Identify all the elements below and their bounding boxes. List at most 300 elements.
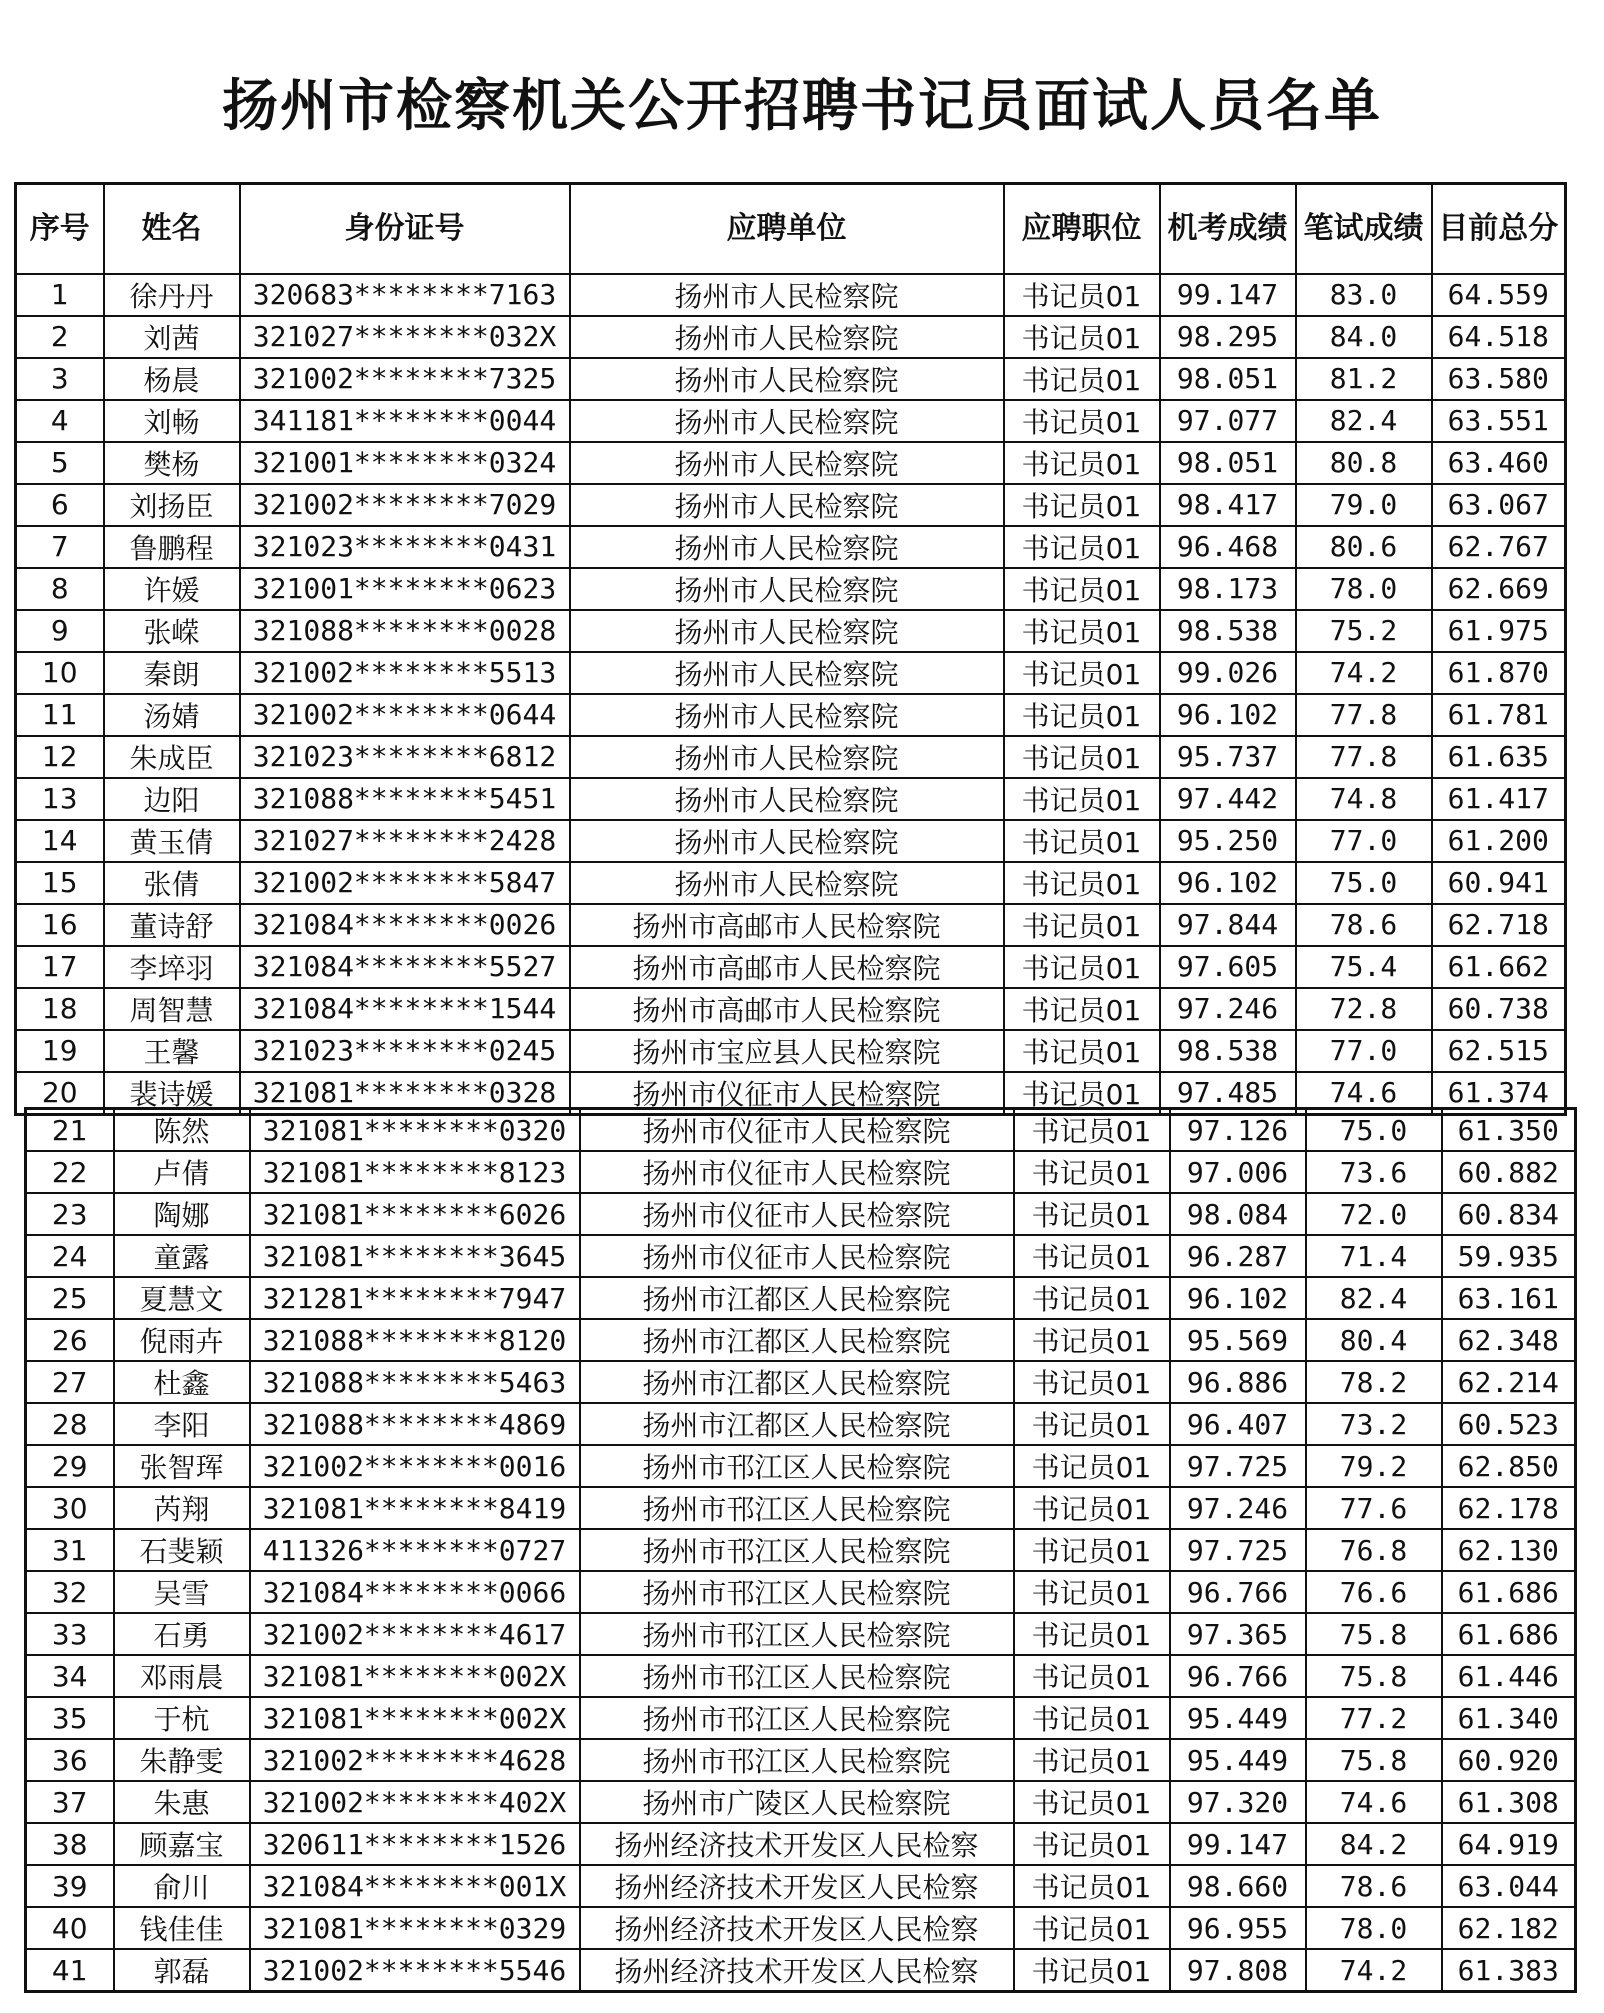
- cell-written-score: 81.2: [1296, 358, 1432, 400]
- cell-position: 书记员01: [1004, 442, 1160, 484]
- cell-unit: 扬州市邗江区人民检察院: [580, 1739, 1014, 1781]
- cell-written-score: 75.8: [1306, 1739, 1442, 1781]
- cell-computer-score: 98.417: [1160, 484, 1296, 526]
- cell-computer-score: 95.449: [1170, 1697, 1306, 1739]
- cell-written-score: 82.4: [1296, 400, 1432, 442]
- cell-seq: 40: [26, 1907, 114, 1949]
- cell-written-score: 78.6: [1306, 1865, 1442, 1907]
- cell-written-score: 77.0: [1296, 1030, 1432, 1072]
- cell-computer-score: 95.449: [1170, 1739, 1306, 1781]
- header-position: 应聘职位: [1004, 184, 1160, 274]
- cell-name: 李埣羽: [104, 946, 240, 988]
- cell-id-number: 321081********0320: [250, 1109, 580, 1152]
- cell-id-number: 321081********0328: [240, 1072, 570, 1115]
- cell-name: 于杭: [114, 1697, 250, 1739]
- cell-written-score: 75.8: [1306, 1613, 1442, 1655]
- cell-id-number: 321088********5463: [250, 1361, 580, 1403]
- cell-seq: 32: [26, 1571, 114, 1613]
- cell-position: 书记员01: [1004, 1072, 1160, 1115]
- cell-position: 书记员01: [1014, 1235, 1170, 1277]
- cell-total-score: 59.935: [1442, 1235, 1576, 1277]
- cell-position: 书记员01: [1014, 1949, 1170, 1992]
- cell-position: 书记员01: [1004, 484, 1160, 526]
- cell-total-score: 64.559: [1432, 274, 1566, 316]
- cell-computer-score: 97.006: [1170, 1151, 1306, 1193]
- cell-written-score: 79.2: [1306, 1445, 1442, 1487]
- cell-seq: 30: [26, 1487, 114, 1529]
- table-row: [16, 946, 1566, 988]
- cell-written-score: 78.2: [1306, 1361, 1442, 1403]
- cell-name: 顾嘉宝: [114, 1823, 250, 1865]
- cell-name: 倪雨卉: [114, 1319, 250, 1361]
- cell-name: 汤婧: [104, 694, 240, 736]
- cell-name: 秦朗: [104, 652, 240, 694]
- table-row: [26, 1235, 1576, 1277]
- cell-unit: 扬州市人民检察院: [570, 274, 1004, 316]
- cell-computer-score: 97.808: [1170, 1949, 1306, 1992]
- cell-total-score: 60.523: [1442, 1403, 1576, 1445]
- cell-name: 杨晨: [104, 358, 240, 400]
- cell-id-number: 321027********032X: [240, 316, 570, 358]
- cell-written-score: 78.0: [1306, 1907, 1442, 1949]
- cell-computer-score: 95.569: [1170, 1319, 1306, 1361]
- cell-unit: 扬州市邗江区人民检察院: [580, 1697, 1014, 1739]
- cell-written-score: 72.0: [1306, 1193, 1442, 1235]
- cell-id-number: 341181********0044: [240, 400, 570, 442]
- cell-seq: 16: [16, 904, 104, 946]
- cell-total-score: 60.882: [1442, 1151, 1576, 1193]
- cell-total-score: 63.460: [1432, 442, 1566, 484]
- cell-id-number: 321081********0329: [250, 1907, 580, 1949]
- cell-seq: 37: [26, 1781, 114, 1823]
- cell-total-score: 63.044: [1442, 1865, 1576, 1907]
- table-row: [16, 652, 1566, 694]
- table-row: [26, 1781, 1576, 1823]
- cell-computer-score: 97.442: [1160, 778, 1296, 820]
- cell-seq: 41: [26, 1949, 114, 1992]
- header-seq: 序号: [16, 184, 104, 274]
- cell-position: 书记员01: [1014, 1655, 1170, 1697]
- cell-position: 书记员01: [1004, 778, 1160, 820]
- header-written-score: [1296, 184, 1432, 274]
- cell-computer-score: 96.766: [1170, 1571, 1306, 1613]
- table-row: [26, 1193, 1576, 1235]
- table-row: [26, 1823, 1576, 1865]
- table-row: [26, 1949, 1576, 1992]
- cell-seq: 1: [16, 274, 104, 316]
- cell-name: 徐丹丹: [104, 274, 240, 316]
- cell-written-score: 79.0: [1296, 484, 1432, 526]
- cell-written-score: 73.2: [1306, 1403, 1442, 1445]
- cell-computer-score: 97.605: [1160, 946, 1296, 988]
- cell-name: 郭磊: [114, 1949, 250, 1992]
- cell-unit: 扬州市人民检察院: [570, 568, 1004, 610]
- cell-id-number: 321002********5546: [250, 1949, 580, 1992]
- cell-seq: 34: [26, 1655, 114, 1697]
- cell-written-score: 75.8: [1306, 1655, 1442, 1697]
- table-row: [26, 1277, 1576, 1319]
- header-name: 姓名: [104, 184, 240, 274]
- cell-computer-score: 97.246: [1160, 988, 1296, 1030]
- cell-computer-score: 96.955: [1170, 1907, 1306, 1949]
- cell-unit: 扬州市人民检察院: [570, 442, 1004, 484]
- cell-total-score: 62.182: [1442, 1907, 1576, 1949]
- cell-unit: 扬州市邗江区人民检察院: [580, 1571, 1014, 1613]
- cell-name: 石勇: [114, 1613, 250, 1655]
- cell-computer-score: 97.126: [1170, 1109, 1306, 1152]
- cell-computer-score: 97.365: [1170, 1613, 1306, 1655]
- cell-position: 书记员01: [1014, 1277, 1170, 1319]
- cell-written-score: 80.4: [1306, 1319, 1442, 1361]
- cell-unit: 扬州市仪征市人民检察院: [570, 1072, 1004, 1115]
- cell-position: 书记员01: [1004, 610, 1160, 652]
- cell-total-score: 62.850: [1442, 1445, 1576, 1487]
- cell-total-score: 61.870: [1432, 652, 1566, 694]
- cell-id-number: 321001********0623: [240, 568, 570, 610]
- cell-id-number: 321002********4617: [250, 1613, 580, 1655]
- cell-total-score: 61.200: [1432, 820, 1566, 862]
- table-row: [26, 1403, 1576, 1445]
- cell-unit: 扬州市人民检察院: [570, 736, 1004, 778]
- cell-computer-score: 99.147: [1160, 274, 1296, 316]
- cell-unit: 扬州市江都区人民检察院: [580, 1403, 1014, 1445]
- cell-unit: 扬州市高邮市人民检察院: [570, 988, 1004, 1030]
- cell-id-number: 321088********4869: [250, 1403, 580, 1445]
- cell-total-score: 64.518: [1432, 316, 1566, 358]
- cell-seq: 29: [26, 1445, 114, 1487]
- cell-computer-score: 98.173: [1160, 568, 1296, 610]
- cell-computer-score: 99.147: [1170, 1823, 1306, 1865]
- cell-name: 芮翔: [114, 1487, 250, 1529]
- cell-unit: 扬州市人民检察院: [570, 778, 1004, 820]
- cell-name: 王馨: [104, 1030, 240, 1072]
- cell-computer-score: 98.538: [1160, 1030, 1296, 1072]
- cell-seq: 28: [26, 1403, 114, 1445]
- cell-total-score: 62.178: [1442, 1487, 1576, 1529]
- cell-id-number: 321002********4628: [250, 1739, 580, 1781]
- cell-unit: 扬州市人民检察院: [570, 526, 1004, 568]
- cell-position: 书记员01: [1014, 1361, 1170, 1403]
- cell-name: 陶娜: [114, 1193, 250, 1235]
- table-row: [16, 442, 1566, 484]
- cell-id-number: 411326********0727: [250, 1529, 580, 1571]
- cell-unit: 扬州市仪征市人民检察院: [580, 1235, 1014, 1277]
- cell-computer-score: 96.102: [1170, 1277, 1306, 1319]
- cell-position: 书记员01: [1004, 904, 1160, 946]
- cell-seq: 8: [16, 568, 104, 610]
- cell-id-number: 321002********0644: [240, 694, 570, 736]
- cell-computer-score: 97.320: [1170, 1781, 1306, 1823]
- cell-id-number: 321088********8120: [250, 1319, 580, 1361]
- cell-name: 杜鑫: [114, 1361, 250, 1403]
- cell-written-score: 74.2: [1306, 1949, 1442, 1992]
- cell-total-score: 62.130: [1442, 1529, 1576, 1571]
- cell-written-score: 80.6: [1296, 526, 1432, 568]
- cell-seq: 38: [26, 1823, 114, 1865]
- table-row: [26, 1109, 1576, 1152]
- cell-name: 黄玉倩: [104, 820, 240, 862]
- cell-computer-score: 96.766: [1170, 1655, 1306, 1697]
- cell-total-score: 61.308: [1442, 1781, 1576, 1823]
- cell-id-number: 321002********402X: [250, 1781, 580, 1823]
- cell-unit: 扬州市邗江区人民检察院: [580, 1487, 1014, 1529]
- cell-position: 书记员01: [1004, 568, 1160, 610]
- table-row: [16, 778, 1566, 820]
- cell-written-score: 76.8: [1306, 1529, 1442, 1571]
- cell-total-score: 63.580: [1432, 358, 1566, 400]
- table-row: [16, 484, 1566, 526]
- cell-position: 书记员01: [1004, 1030, 1160, 1072]
- cell-computer-score: 96.102: [1160, 862, 1296, 904]
- cell-written-score: 74.6: [1306, 1781, 1442, 1823]
- table-row: [26, 1655, 1576, 1697]
- cell-unit: 扬州市人民检察院: [570, 610, 1004, 652]
- header-computer-score-label: 机考成绩: [1167, 210, 1288, 246]
- cell-written-score: 80.8: [1296, 442, 1432, 484]
- cell-total-score: 62.515: [1432, 1030, 1566, 1072]
- cell-computer-score: 95.250: [1160, 820, 1296, 862]
- cell-name: 张智珲: [114, 1445, 250, 1487]
- cell-written-score: 72.8: [1296, 988, 1432, 1030]
- table-row: [16, 862, 1566, 904]
- cell-position: 书记员01: [1004, 316, 1160, 358]
- cell-written-score: 84.2: [1306, 1823, 1442, 1865]
- cell-seq: 14: [16, 820, 104, 862]
- table-row: [26, 1697, 1576, 1739]
- cell-total-score: 61.446: [1442, 1655, 1576, 1697]
- table-row: [26, 1487, 1576, 1529]
- cell-unit: 扬州市人民检察院: [570, 652, 1004, 694]
- cell-position: 书记员01: [1004, 946, 1160, 988]
- cell-written-score: 84.0: [1296, 316, 1432, 358]
- cell-total-score: 63.161: [1442, 1277, 1576, 1319]
- cell-written-score: 78.6: [1296, 904, 1432, 946]
- cell-id-number: 321084********0026: [240, 904, 570, 946]
- cell-seq: 20: [16, 1072, 104, 1115]
- cell-unit: 扬州经济技术开发区人民检察: [580, 1949, 1014, 1992]
- cell-seq: 12: [16, 736, 104, 778]
- cell-computer-score: 97.725: [1170, 1445, 1306, 1487]
- cell-id-number: 321002********0016: [250, 1445, 580, 1487]
- table-row: [26, 1739, 1576, 1781]
- cell-seq: 18: [16, 988, 104, 1030]
- cell-unit: 扬州市高邮市人民检察院: [570, 904, 1004, 946]
- cell-seq: 3: [16, 358, 104, 400]
- table-row: [26, 1571, 1576, 1613]
- table-row: [26, 1865, 1576, 1907]
- cell-name: 边阳: [104, 778, 240, 820]
- cell-total-score: 61.383: [1442, 1949, 1576, 1992]
- header-written-score-label: 笔试成绩: [1303, 210, 1424, 246]
- cell-seq: 25: [26, 1277, 114, 1319]
- cell-seq: 36: [26, 1739, 114, 1781]
- cell-seq: 31: [26, 1529, 114, 1571]
- cell-total-score: 61.374: [1432, 1072, 1566, 1115]
- cell-position: 书记员01: [1004, 274, 1160, 316]
- cell-total-score: 60.738: [1432, 988, 1566, 1030]
- cell-position: 书记员01: [1004, 820, 1160, 862]
- cell-total-score: 61.686: [1442, 1613, 1576, 1655]
- cell-position: 书记员01: [1004, 358, 1160, 400]
- cell-unit: 扬州市人民检察院: [570, 400, 1004, 442]
- cell-seq: 13: [16, 778, 104, 820]
- cell-id-number: 321084********5527: [240, 946, 570, 988]
- cell-position: 书记员01: [1014, 1781, 1170, 1823]
- cell-position: 书记员01: [1014, 1193, 1170, 1235]
- cell-computer-score: 98.538: [1160, 610, 1296, 652]
- cell-id-number: 321002********5847: [240, 862, 570, 904]
- cell-written-score: 74.2: [1296, 652, 1432, 694]
- cell-position: 书记员01: [1014, 1151, 1170, 1193]
- cell-written-score: 71.4: [1306, 1235, 1442, 1277]
- cell-name: 卢倩: [114, 1151, 250, 1193]
- table-row: [16, 694, 1566, 736]
- cell-seq: 6: [16, 484, 104, 526]
- cell-computer-score: 97.246: [1170, 1487, 1306, 1529]
- cell-position: 书记员01: [1014, 1865, 1170, 1907]
- table-row: [16, 1030, 1566, 1072]
- cell-name: 陈然: [114, 1109, 250, 1152]
- cell-seq: 2: [16, 316, 104, 358]
- cell-name: 董诗舒: [104, 904, 240, 946]
- candidate-table-part-2: [24, 1107, 1577, 1993]
- cell-seq: 23: [26, 1193, 114, 1235]
- cell-name: 朱惠: [114, 1781, 250, 1823]
- table-row: [16, 316, 1566, 358]
- cell-unit: 扬州经济技术开发区人民检察: [580, 1907, 1014, 1949]
- cell-id-number: 321081********8419: [250, 1487, 580, 1529]
- table-row: [16, 820, 1566, 862]
- cell-id-number: 321088********0028: [240, 610, 570, 652]
- cell-position: 书记员01: [1014, 1823, 1170, 1865]
- cell-unit: 扬州市人民检察院: [570, 862, 1004, 904]
- cell-written-score: 83.0: [1296, 274, 1432, 316]
- cell-name: 樊杨: [104, 442, 240, 484]
- cell-id-number: 321081********002X: [250, 1697, 580, 1739]
- cell-total-score: 61.662: [1432, 946, 1566, 988]
- cell-name: 鲁鹏程: [104, 526, 240, 568]
- cell-position: 书记员01: [1014, 1739, 1170, 1781]
- cell-unit: 扬州市人民检察院: [570, 316, 1004, 358]
- cell-position: 书记员01: [1004, 526, 1160, 568]
- cell-id-number: 321002********7029: [240, 484, 570, 526]
- cell-seq: 7: [16, 526, 104, 568]
- cell-total-score: 61.340: [1442, 1697, 1576, 1739]
- cell-written-score: 77.8: [1296, 694, 1432, 736]
- cell-total-score: 62.348: [1442, 1319, 1576, 1361]
- table-row: [16, 400, 1566, 442]
- cell-position: 书记员01: [1014, 1445, 1170, 1487]
- cell-computer-score: 98.084: [1170, 1193, 1306, 1235]
- cell-seq: 9: [16, 610, 104, 652]
- cell-total-score: 62.767: [1432, 526, 1566, 568]
- cell-id-number: 321023********6812: [240, 736, 570, 778]
- cell-name: 李阳: [114, 1403, 250, 1445]
- cell-unit: 扬州市高邮市人民检察院: [570, 946, 1004, 988]
- cell-total-score: 61.417: [1432, 778, 1566, 820]
- table-row: [16, 736, 1566, 778]
- cell-unit: 扬州市宝应县人民检察院: [570, 1030, 1004, 1072]
- table-row: [16, 568, 1566, 610]
- cell-written-score: 73.6: [1306, 1151, 1442, 1193]
- cell-id-number: 320611********1526: [250, 1823, 580, 1865]
- cell-total-score: 61.975: [1432, 610, 1566, 652]
- cell-unit: 扬州市仪征市人民检察院: [580, 1109, 1014, 1152]
- cell-written-score: 74.6: [1296, 1072, 1432, 1115]
- cell-name: 吴雪: [114, 1571, 250, 1613]
- table-row: [16, 610, 1566, 652]
- cell-computer-score: 96.287: [1170, 1235, 1306, 1277]
- cell-id-number: 321027********2428: [240, 820, 570, 862]
- cell-unit: 扬州市江都区人民检察院: [580, 1319, 1014, 1361]
- table-row: [16, 274, 1566, 316]
- cell-id-number: 321084********001X: [250, 1865, 580, 1907]
- cell-id-number: 321023********0431: [240, 526, 570, 568]
- cell-computer-score: 97.844: [1160, 904, 1296, 946]
- cell-written-score: 77.0: [1296, 820, 1432, 862]
- cell-written-score: 78.0: [1296, 568, 1432, 610]
- cell-id-number: 321002********7325: [240, 358, 570, 400]
- cell-name: 朱静雯: [114, 1739, 250, 1781]
- cell-seq: 4: [16, 400, 104, 442]
- cell-computer-score: 97.077: [1160, 400, 1296, 442]
- cell-written-score: 77.2: [1306, 1697, 1442, 1739]
- cell-name: 童露: [114, 1235, 250, 1277]
- cell-computer-score: 98.051: [1160, 442, 1296, 484]
- cell-name: 裴诗媛: [104, 1072, 240, 1115]
- table-row: [26, 1151, 1576, 1193]
- cell-unit: 扬州市邗江区人民检察院: [580, 1655, 1014, 1697]
- cell-written-score: 82.4: [1306, 1277, 1442, 1319]
- cell-name: 俞川: [114, 1865, 250, 1907]
- cell-computer-score: 95.737: [1160, 736, 1296, 778]
- cell-name: 石斐颖: [114, 1529, 250, 1571]
- candidate-table-part-1: [14, 182, 1567, 1116]
- cell-unit: 扬州市人民检察院: [570, 820, 1004, 862]
- cell-seq: 17: [16, 946, 104, 988]
- cell-written-score: 75.2: [1296, 610, 1432, 652]
- cell-written-score: 77.8: [1296, 736, 1432, 778]
- cell-written-score: 76.6: [1306, 1571, 1442, 1613]
- cell-total-score: 64.919: [1442, 1823, 1576, 1865]
- cell-unit: 扬州市广陵区人民检察院: [580, 1781, 1014, 1823]
- cell-seq: 33: [26, 1613, 114, 1655]
- cell-written-score: 77.6: [1306, 1487, 1442, 1529]
- cell-name: 张倩: [104, 862, 240, 904]
- table-row: [26, 1319, 1576, 1361]
- table-row: [16, 904, 1566, 946]
- cell-computer-score: 98.051: [1160, 358, 1296, 400]
- cell-computer-score: 97.485: [1160, 1072, 1296, 1115]
- cell-position: 书记员01: [1004, 694, 1160, 736]
- cell-unit: 扬州市邗江区人民检察院: [580, 1529, 1014, 1571]
- cell-position: 书记员01: [1014, 1613, 1170, 1655]
- cell-id-number: 321002********5513: [240, 652, 570, 694]
- cell-id-number: 321001********0324: [240, 442, 570, 484]
- cell-position: 书记员01: [1014, 1403, 1170, 1445]
- cell-written-score: 75.4: [1296, 946, 1432, 988]
- cell-unit: 扬州市邗江区人民检察院: [580, 1445, 1014, 1487]
- cell-unit: 扬州市人民检察院: [570, 484, 1004, 526]
- cell-unit: 扬州市江都区人民检察院: [580, 1361, 1014, 1403]
- cell-written-score: 75.0: [1296, 862, 1432, 904]
- cell-total-score: 60.834: [1442, 1193, 1576, 1235]
- table-row: [16, 358, 1566, 400]
- cell-computer-score: 98.295: [1160, 316, 1296, 358]
- cell-position: 书记员01: [1014, 1319, 1170, 1361]
- cell-position: 书记员01: [1004, 988, 1160, 1030]
- header-total-score: [1432, 184, 1566, 274]
